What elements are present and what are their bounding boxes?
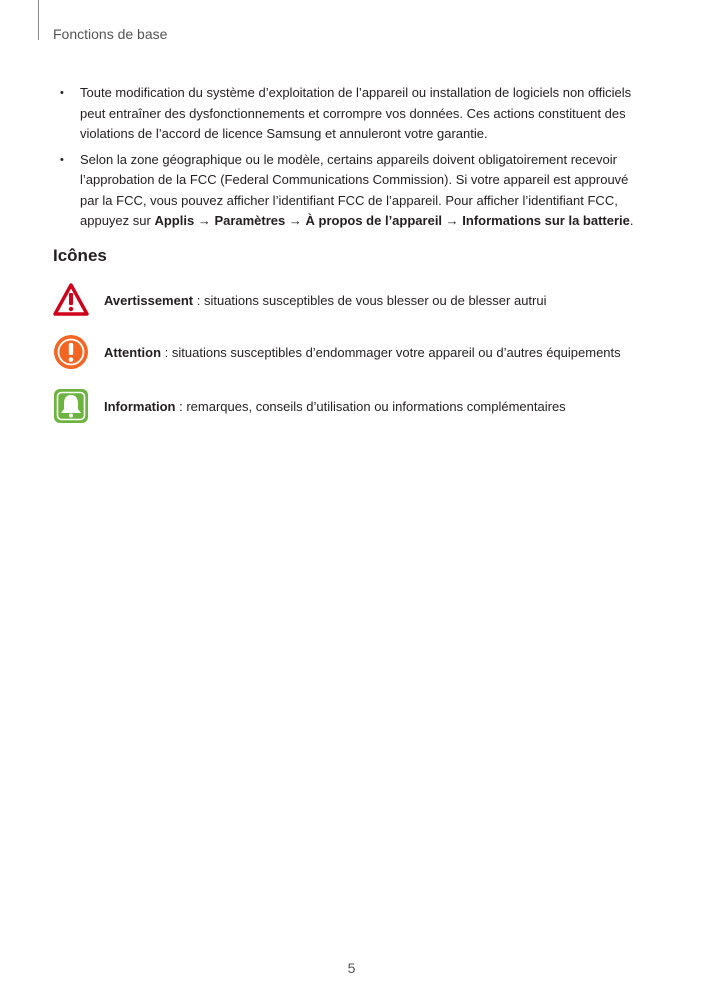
menu-path-applis: Applis xyxy=(154,213,195,228)
icons-heading: Icônes xyxy=(53,246,107,265)
list-item xyxy=(60,150,638,232)
icon-label: Avertissement xyxy=(104,292,194,308)
menu-path-a-propos: À propos de l’appareil xyxy=(305,213,443,228)
icon-label: Attention xyxy=(104,344,162,360)
menu-path-parametres: Paramètres xyxy=(214,213,286,228)
arrow-icon: → xyxy=(197,213,211,228)
arrow-icon: → xyxy=(288,213,302,228)
icon-label: Information xyxy=(104,398,176,414)
icon-row-information xyxy=(53,388,566,424)
note-end: . xyxy=(629,213,634,228)
icon-row-warning xyxy=(53,282,547,318)
note-text: Selon la zone géographique ou le modèle, certains appareils doivent obligatoirement recevoir l’approbation de la FCC (Federal Communications Commission). Si votre appareil est approuvé par la FCC, vous pouvez afficher l’identifiant FCC de l’appareil. Pour afficher l’identifiant FCC, appuyez sur xyxy=(80,151,629,228)
section-title: Fonctions de base xyxy=(53,26,168,42)
menu-path-batterie: Informations sur la batterie xyxy=(462,213,630,228)
bullet-icon: • xyxy=(60,153,64,166)
info-bell-icon xyxy=(53,388,89,424)
note-text: Toute modification du système d’exploitation de l’appareil ou installation de logiciels non officiels peut entraîner des dysfonctionnements et corrompre vos données. Ces actions constituent des violations de l’accord de licence Samsung et annuleront votre garantie. xyxy=(80,85,632,141)
arrow-icon: → xyxy=(445,213,459,228)
list-item xyxy=(60,83,638,145)
header-rule xyxy=(38,0,39,40)
icon-description: : situations susceptibles de vous blesser ou de blesser autrui xyxy=(193,292,547,308)
warning-triangle-icon xyxy=(53,282,89,318)
icon-row-attention xyxy=(53,334,621,370)
icon-description: : remarques, conseils d’utilisation ou informations complémentaires xyxy=(175,398,566,414)
icon-description: : situations susceptibles d’endommager votre appareil ou d’autres équipements xyxy=(161,344,621,360)
page-number: 5 xyxy=(347,960,356,976)
bullet-icon: • xyxy=(60,87,64,99)
caution-exclamation-icon xyxy=(53,334,89,370)
notes-list xyxy=(60,83,638,237)
